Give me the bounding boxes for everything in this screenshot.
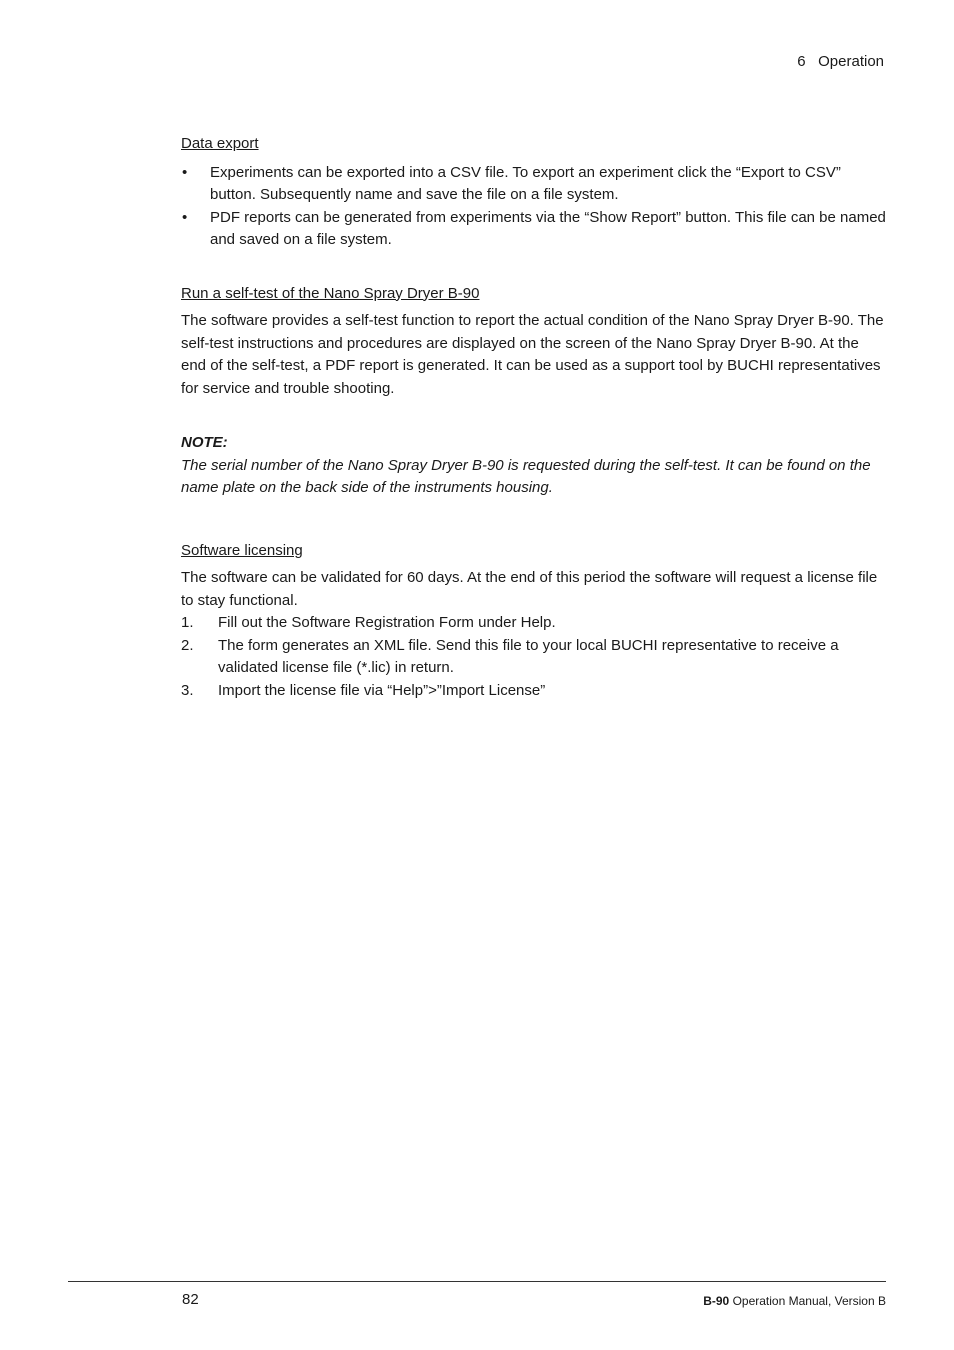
footer-document-title [703,1294,886,1308]
footer-rule [68,1281,886,1282]
page-number: 82 [182,1291,199,1308]
step-text: Fill out the Software Registration Form under Help. [218,614,556,631]
note-box [181,432,886,500]
self-test-section [181,283,886,401]
footer-model: B-90 [703,1294,730,1308]
step-item [181,680,886,703]
step-item [181,612,886,635]
bullet-mark: • [182,163,188,181]
running-header [797,53,884,70]
chapter-number: 6 [797,53,806,70]
step-number: 1. [181,614,194,631]
step-item [181,635,886,680]
self-test-paragraph: The software provides a self-test function to report the actual condition of the Nano Spray Dryer B-90. The self-test instructions and procedures are displayed on the screen of the Nano Spray Dryer B-90. At the end of the self-test, a PDF report is generated. It can be used as a support tool by BUCHI representatives for service and trouble shooting. [181,312,884,397]
data-export-heading: Data export [181,135,259,152]
note-title: NOTE: [181,434,228,451]
bullet-item [181,207,886,252]
self-test-heading: Run a self-test of the Nano Spray Dryer B-90 [181,284,480,302]
licensing-steps [181,612,886,702]
data-export-section [181,133,886,252]
step-number: 2. [181,636,194,654]
licensing-section [181,540,886,703]
page-content [181,133,886,702]
step-text: The form generates an XML file. Send this file to your local BUCHI representative to receive a validated license file (*.lic) in return. [218,636,839,676]
chapter-title: Operation [818,53,884,70]
licensing-heading: Software licensing [181,541,303,559]
bullet-item [181,162,886,207]
step-text: Import the license file via “Help”>”Import License” [218,681,546,699]
data-export-bullets [181,162,886,252]
footer-doc-title: Operation Manual, Version B [729,1294,886,1308]
bullet-text: Experiments can be exported into a CSV file. To export an experiment click the “Export to CSV” button. Subsequently name and save the file on a file system. [210,163,841,203]
licensing-intro: The software can be validated for 60 days. At the end of this period the software will request a license file to stay functional. [181,569,878,609]
note-text: The serial number of the Nano Spray Dryer B-90 is requested during the self-test. It can be found on the name plate on the back side of the instruments housing. [181,456,871,496]
bullet-text: PDF reports can be generated from experiments via the “Show Report” button. This file can be named and saved on a file system. [210,208,886,248]
bullet-mark: • [182,208,188,226]
step-number: 3. [181,681,194,699]
